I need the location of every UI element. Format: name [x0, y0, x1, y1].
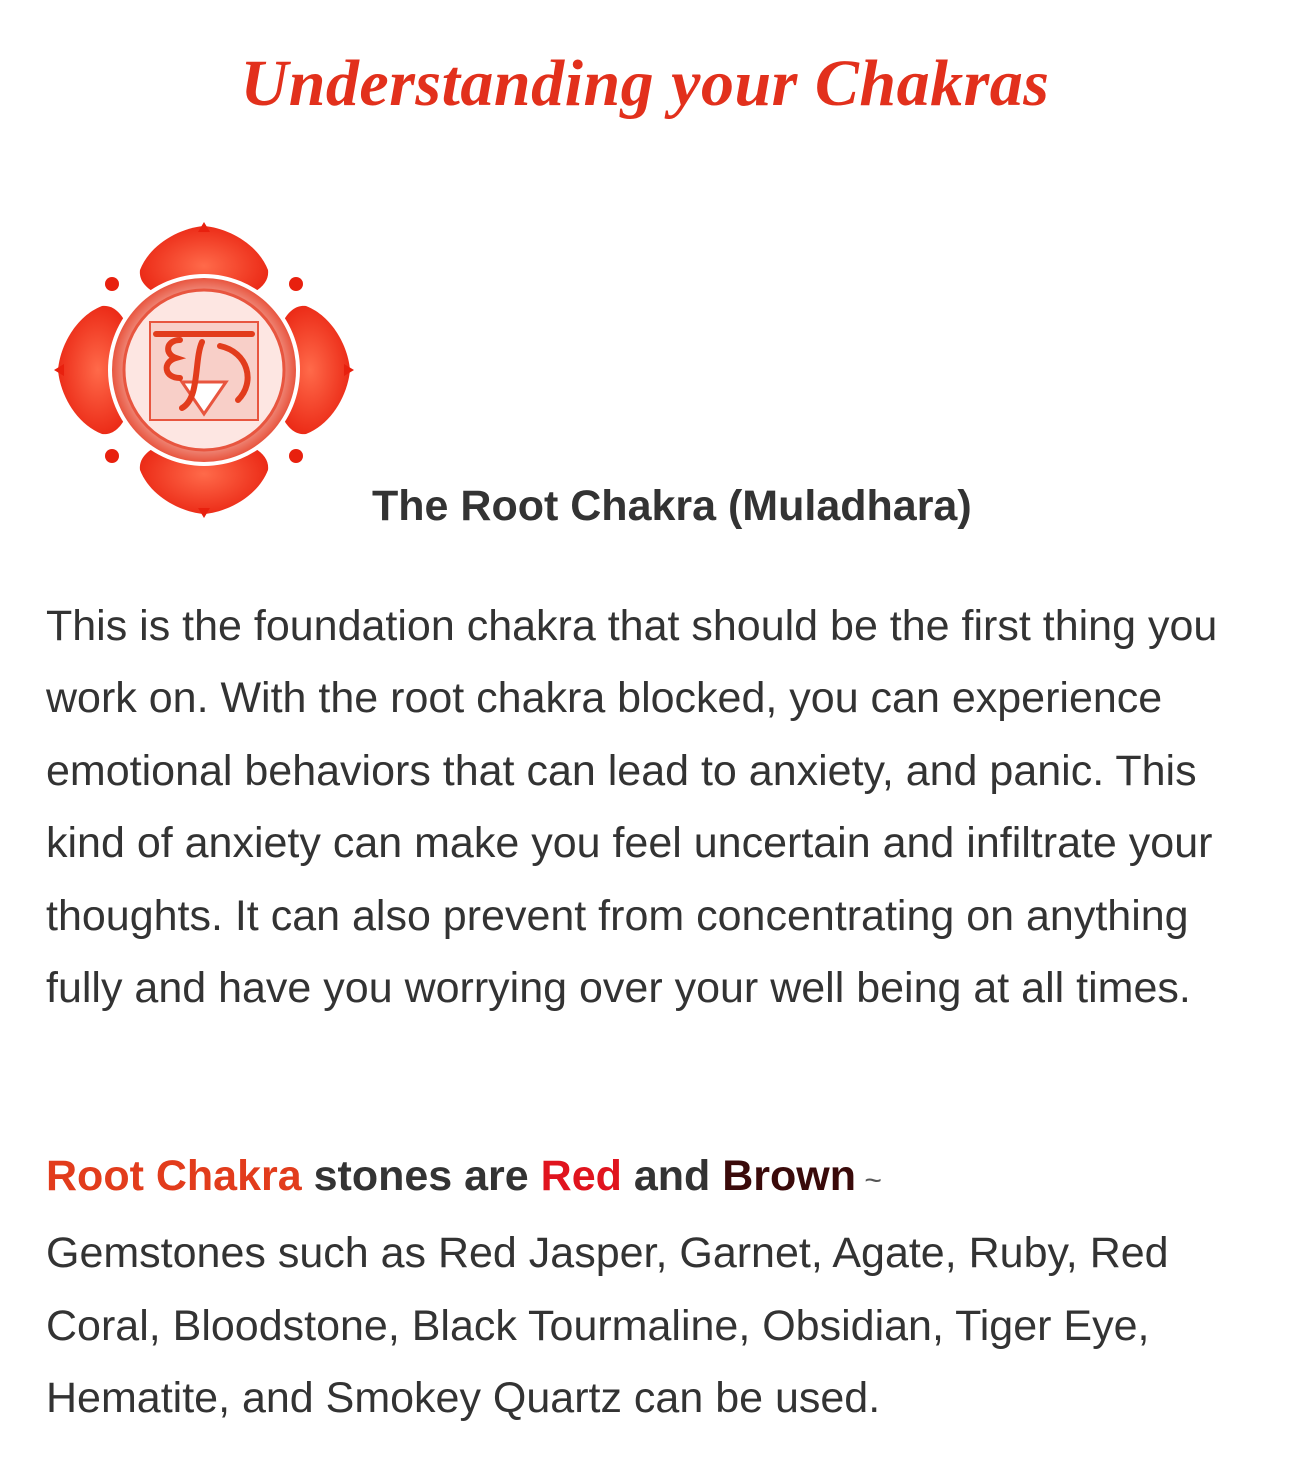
section-heading: The Root Chakra (Muladhara): [372, 482, 972, 530]
root-chakra-label: Root Chakra: [46, 1152, 302, 1200]
stones-section: [46, 1140, 1256, 1435]
page-title: Understanding your Chakras: [240, 47, 1050, 120]
brown-label: Brown: [722, 1152, 857, 1200]
and-connector: and: [621, 1152, 723, 1200]
gemstones-description: Gemstones such as Red Jasper, Garnet, Agate, Ruby, Red Coral, Bloodstone, Black Tourmaline, Obsidian, Tiger Eye, Hematite, and Smokey Quartz can be used.: [46, 1229, 1169, 1423]
stones-connector: stones are: [301, 1152, 541, 1200]
stones-heading: [46, 1140, 1256, 1217]
tilde-separator: ~: [856, 1164, 882, 1197]
root-chakra-lotus-icon: [52, 222, 356, 518]
red-label: Red: [540, 1152, 622, 1200]
body-paragraph: This is the foundation chakra that should be the first thing you work on. With the root chakra blocked, you can experience emotional behaviors that can lead to anxiety, and panic. This kind of anxiety can make you feel uncertain and infiltrate your thoughts. It can also prevent from concentrating on anything fully and have you worrying over your well being at all times.: [46, 602, 1218, 1013]
